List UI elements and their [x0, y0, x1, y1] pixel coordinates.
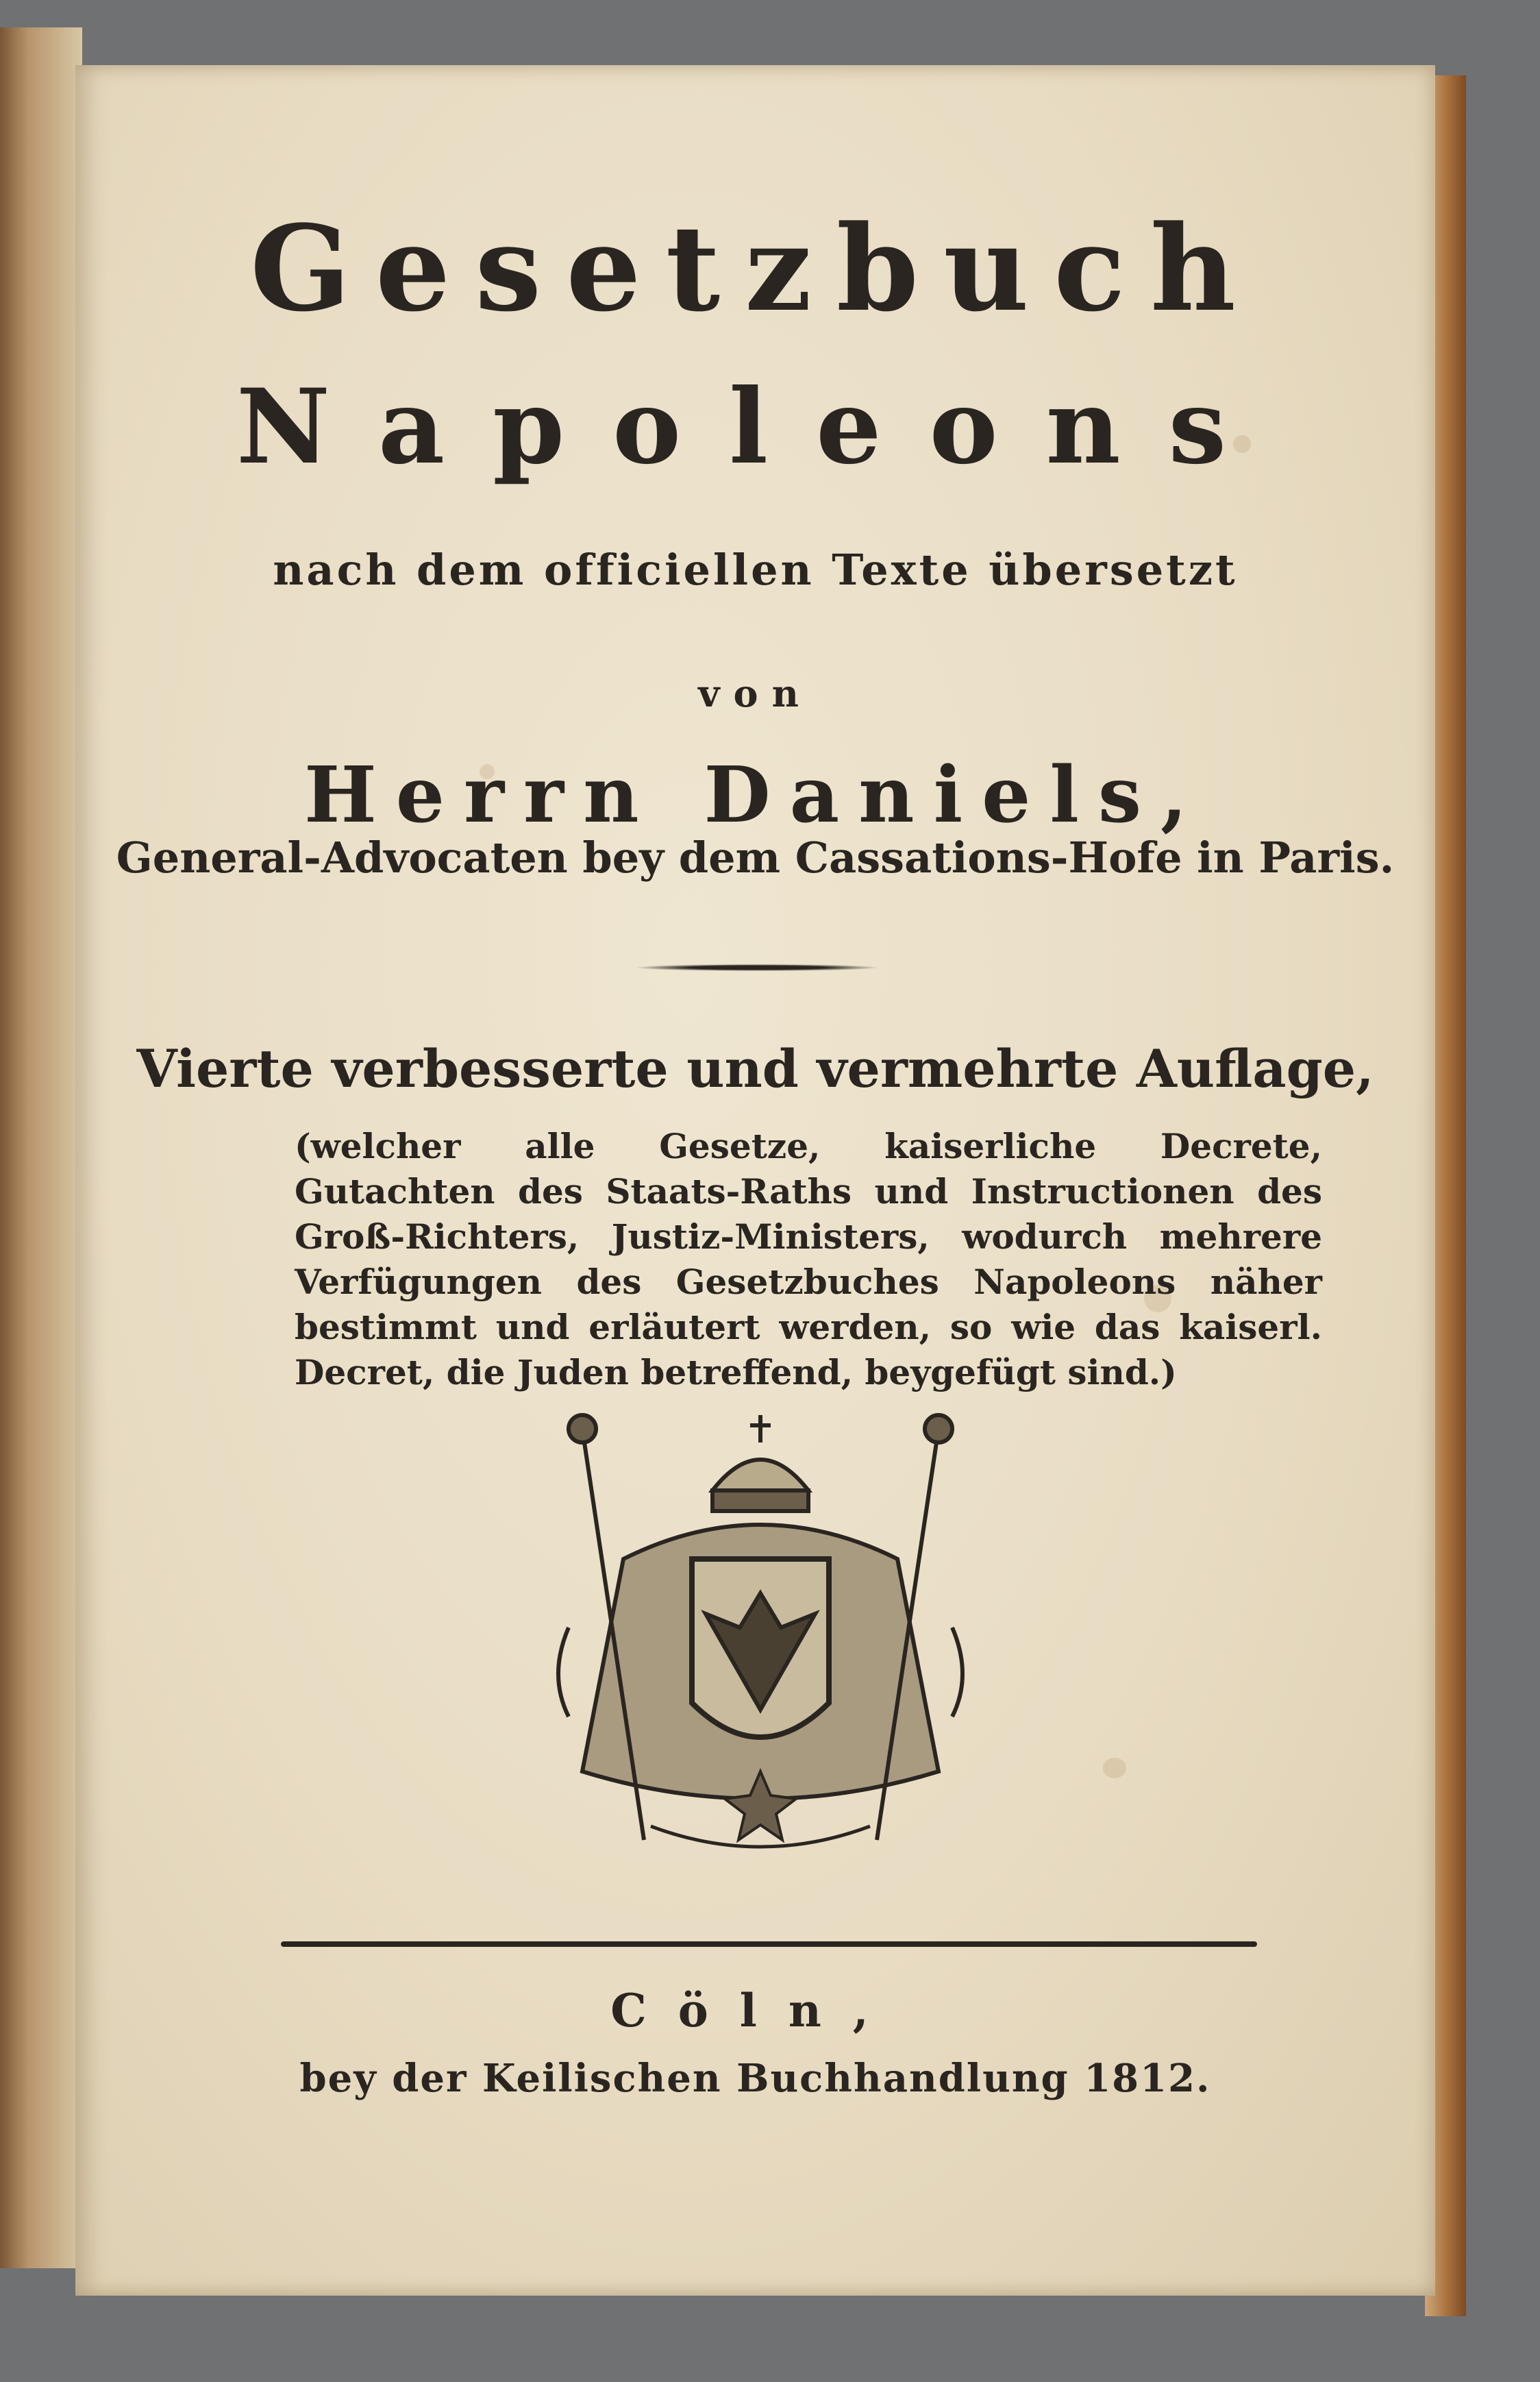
- author-title: General-Advocaten bey dem Cassations-Hofe in Paris.: [116, 833, 1395, 883]
- subtitle: nach dem officiellen Texte übersetzt: [273, 545, 1238, 595]
- title-line-1: Gesetzbuch: [250, 199, 1260, 338]
- ornamental-rule: [637, 964, 877, 971]
- title-page: [75, 65, 1435, 2296]
- edition-description: (welcher alle Gesetze, kaiserliche Decrete, Gutachten des Staats-Raths und Instructionen des Groß-Richters, Justiz-Ministers, wodurch mehrere Verfügungen des Gesetzbuches Napoleons näher bestimmt und erläutert werden, so wie das kaiserl. Decret, die Juden betreffend, beygefügt sind.): [295, 1126, 1322, 1392]
- by-label: von: [698, 672, 812, 715]
- left-page-edge: [0, 27, 82, 2268]
- author-name: Herrn Daniels,: [303, 750, 1207, 840]
- publisher-imprint: bey der Keilischen Buchhandlung 1812.: [299, 2056, 1211, 2101]
- horizontal-rule: [281, 1941, 1257, 1947]
- edition-statement: Vierte verbesserte und vermehrte Auflage,: [136, 1038, 1374, 1099]
- title-line-2: Napoleons: [236, 367, 1275, 487]
- publication-place: Cöln,: [610, 1984, 900, 2037]
- imperial-coat-of-arms-icon: [541, 1388, 980, 1881]
